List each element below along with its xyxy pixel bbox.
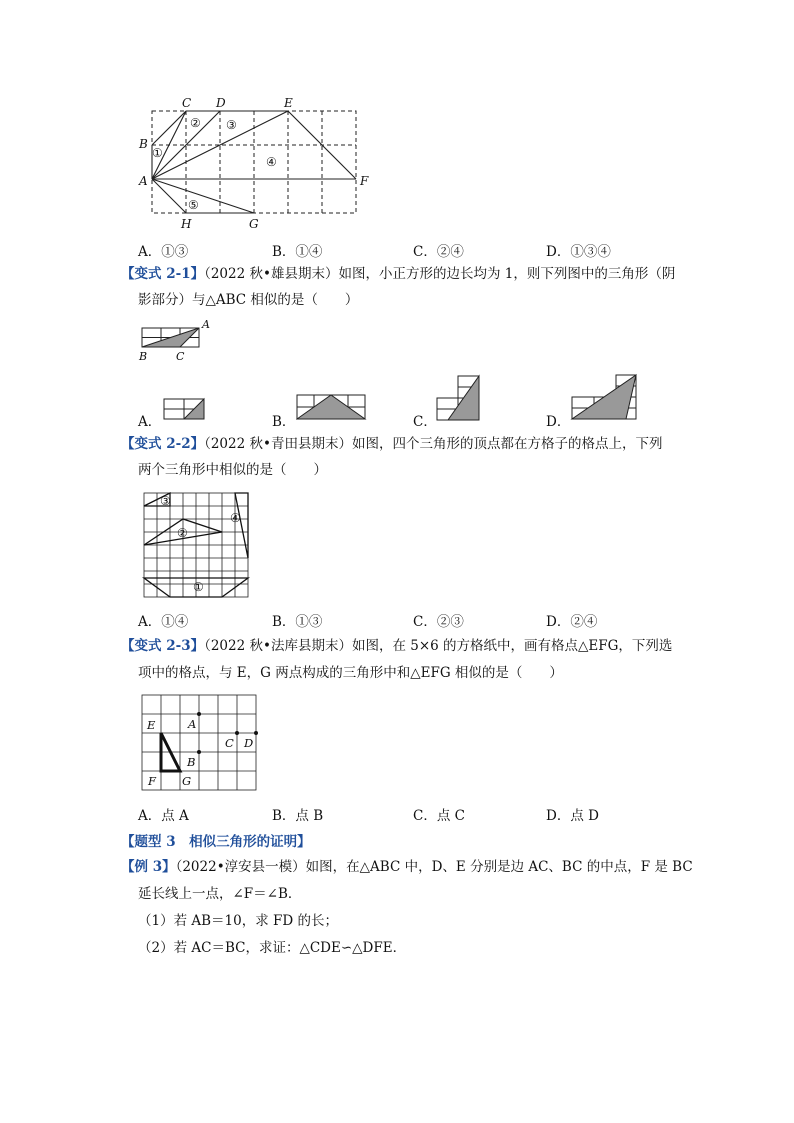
q2-2-option-b[interactable] [272, 610, 322, 630]
q2-3-label-f: F [148, 774, 156, 788]
option-letter: A． [138, 808, 162, 824]
q2-1-line1 [121, 264, 675, 284]
option-text: ①③④ [570, 244, 611, 260]
q2-3-tag: 【变式 2-3】 [121, 638, 205, 654]
option-text: 点 B [295, 808, 324, 824]
q2-3-label-c: C [225, 736, 234, 750]
q1-option-d[interactable] [546, 240, 611, 260]
option-text: ①③ [295, 614, 323, 630]
q2-1-tag: 【变式 2-1】 [121, 266, 205, 282]
q2-3-option-b[interactable] [272, 804, 323, 824]
ex3-source: （2022•淳安县一模） [175, 859, 306, 875]
q2-3-source: （2022 秋•法库县期末） [204, 638, 352, 654]
q2-1-figure-abc [136, 316, 222, 366]
q2-1-option-c-figure[interactable] [436, 374, 484, 424]
q2-3-option-d[interactable] [546, 804, 599, 824]
option-text: ②④ [570, 614, 598, 630]
ex3-part2: （2）若 AC＝BC，求证：△CDE∽△DFE． [138, 940, 407, 956]
fig1-label-c: C [182, 96, 192, 110]
q2-1-option-d-figure[interactable] [570, 373, 640, 423]
q2-1-line2: 影部分）与△ABC 相似的是（ ） [138, 292, 359, 308]
q2-1-label-a: A [202, 318, 210, 331]
ex3-tag: 【例 3】 [121, 859, 176, 875]
option-letter: C． [413, 244, 437, 260]
figure-1-grid-diagram [138, 95, 378, 235]
fig1-label-d: D [216, 96, 226, 110]
q2-1-text1: 如图，小正方形的边长均为 1，则下列图中的三角形（阴 [338, 266, 676, 282]
q2-1-option-b-figure[interactable] [296, 392, 370, 422]
q2-3-label-d: D [244, 736, 254, 750]
fig1-region-3: ③ [226, 118, 237, 132]
q2-2-text1: 如图，四个三角形的顶点都在方格子的格点上，下列 [351, 436, 663, 452]
option-letter: B． [272, 808, 296, 824]
fig1-label-a: A [139, 174, 148, 188]
ex3-line2: 延长线上一点，∠F＝∠B． [138, 886, 302, 902]
q2-2-option-a[interactable] [138, 610, 188, 630]
fig1-label-e: E [284, 96, 293, 110]
option-letter: C． [413, 614, 437, 630]
ex3-line1 [121, 857, 693, 877]
q2-1-option-a-figure[interactable] [163, 396, 209, 422]
option-letter: A． [138, 614, 162, 630]
q2-3-option-a[interactable] [138, 804, 189, 824]
q2-3-line1 [121, 636, 672, 656]
option-text: 点 D [570, 808, 599, 824]
q2-2-option-c[interactable] [413, 610, 464, 630]
fig1-label-h: H [181, 217, 192, 231]
option-letter: D． [546, 244, 571, 260]
ex3-part1: （1）若 AB＝10，求 FD 的长； [138, 913, 339, 929]
q2-2-region-3: ③ [160, 494, 171, 508]
fig1-region-5: ⑤ [188, 198, 199, 212]
section-3-title: 【题型 3 相似三角形的证明】 [121, 834, 311, 850]
q2-2-region-4: ④ [230, 511, 241, 525]
q2-2-region-1: ① [193, 580, 204, 594]
option-text: ①④ [295, 244, 323, 260]
q2-3-option-c[interactable] [413, 804, 465, 824]
option-text: 点 C [436, 808, 465, 824]
q2-3-text1: 如图，在 5×6 的方格纸中，画有格点△EFG，下列选 [351, 638, 673, 654]
q2-2-option-d[interactable] [546, 610, 597, 630]
q2-2-tag: 【变式 2-2】 [121, 436, 205, 452]
q2-1-option-d-letter[interactable]: D． [546, 414, 571, 430]
q1-option-b[interactable] [272, 240, 322, 260]
option-text: ①③ [161, 244, 189, 260]
option-text: 点 A [161, 808, 189, 824]
option-text: ②④ [436, 244, 464, 260]
q2-1-option-c-letter[interactable]: C． [413, 414, 437, 430]
ex3-text1: 如图，在△ABC 中，D、E 分别是边 AC、BC 的中点，F 是 BC [305, 859, 693, 875]
q2-2-figure-grid [140, 490, 252, 602]
q2-1-label-b: B [139, 350, 148, 363]
q2-3-label-a: A [188, 717, 197, 731]
q2-3-figure-grid [138, 692, 258, 792]
q1-option-a[interactable] [138, 240, 188, 260]
option-letter: A． [138, 244, 162, 260]
q2-2-line1 [121, 434, 662, 454]
option-letter: D． [546, 614, 571, 630]
q2-2-region-2: ② [177, 526, 188, 540]
option-letter: B． [272, 244, 296, 260]
q2-3-label-e: E [147, 718, 156, 732]
fig1-label-b: B [139, 137, 148, 151]
q1-option-c[interactable] [413, 240, 464, 260]
q2-1-option-a-letter[interactable]: A． [138, 414, 162, 430]
fig1-label-f: F [360, 174, 369, 188]
q2-3-label-g: G [182, 774, 192, 788]
option-letter: D． [546, 808, 571, 824]
option-letter: B． [272, 614, 296, 630]
q2-2-line2: 两个三角形中相似的是（ ） [138, 462, 327, 478]
q2-2-source: （2022 秋•青田县期末） [204, 436, 352, 452]
q2-1-source: （2022 秋•雄县期末） [204, 266, 339, 282]
fig1-region-2: ② [190, 116, 201, 130]
q2-3-label-b: B [187, 755, 196, 769]
fig1-label-g: G [249, 217, 259, 231]
q2-1-option-b-letter[interactable]: B． [272, 414, 296, 430]
q2-3-line2: 项中的格点，与 E，G 两点构成的三角形中和△EFG 相似的是（ ） [138, 665, 563, 681]
fig1-region-1: ① [152, 146, 163, 160]
option-text: ②③ [436, 614, 464, 630]
fig1-region-4: ④ [266, 155, 277, 169]
option-letter: C． [413, 808, 437, 824]
q2-1-label-c: C [176, 350, 185, 363]
option-text: ①④ [161, 614, 189, 630]
